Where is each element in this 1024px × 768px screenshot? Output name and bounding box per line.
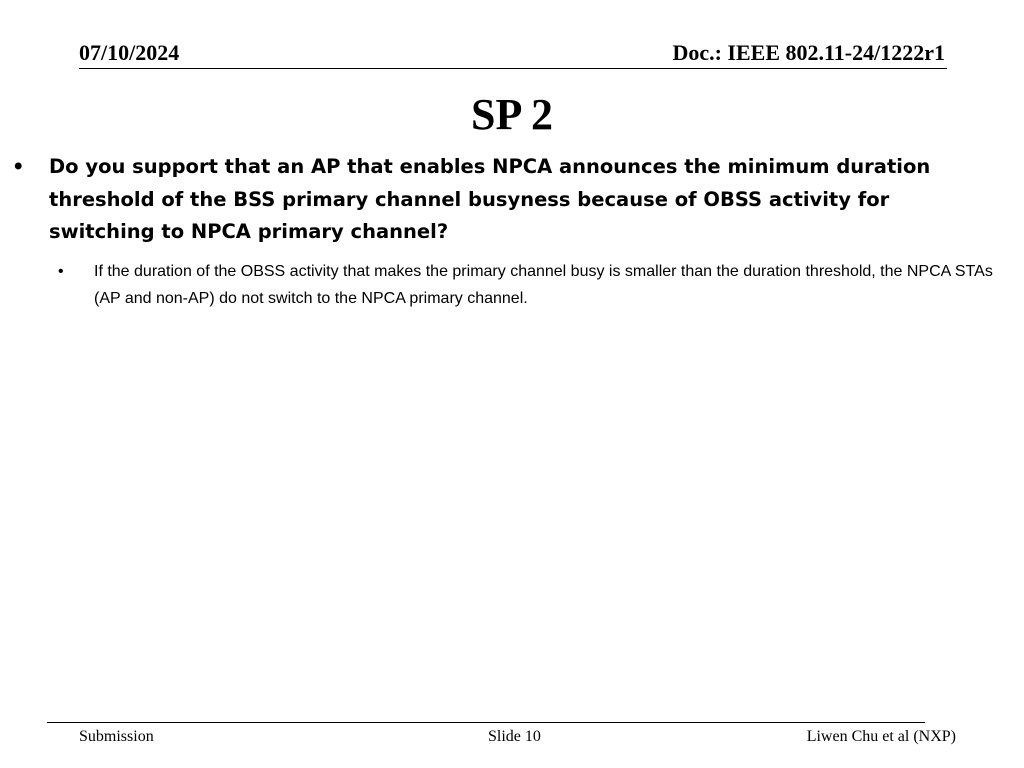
footer-slide-number: Slide 10 — [488, 728, 541, 745]
bullet-marker: • — [12, 155, 25, 178]
bullet-level-2 — [58, 258, 1008, 312]
bullet-level-1 — [12, 151, 992, 249]
footer-author: Liwen Chu et al (NXP) — [806, 728, 956, 745]
footer-divider — [47, 722, 925, 723]
header-divider — [79, 68, 947, 69]
header-doc-id: Doc.: IEEE 802.11-24/1222r1 — [672, 40, 945, 65]
slide-title: SP 2 — [471, 90, 553, 139]
sub-bullet-text: If the duration of the OBSS activity that makes the primary channel busy is smaller than the duration threshold, the NPCA STAs (AP and non-AP) do not switch to the NPCA primary channel. — [94, 263, 993, 307]
footer-submission: Submission — [79, 728, 154, 745]
bullet-text: Do you support that an AP that enables NPCA announces the minimum duration threshold of the BSS primary channel busyness because of OBSS activity for switching to NPCA primary channel? — [49, 155, 931, 243]
sub-bullet-marker: • — [58, 263, 64, 280]
header-date: 07/10/2024 — [79, 40, 180, 65]
